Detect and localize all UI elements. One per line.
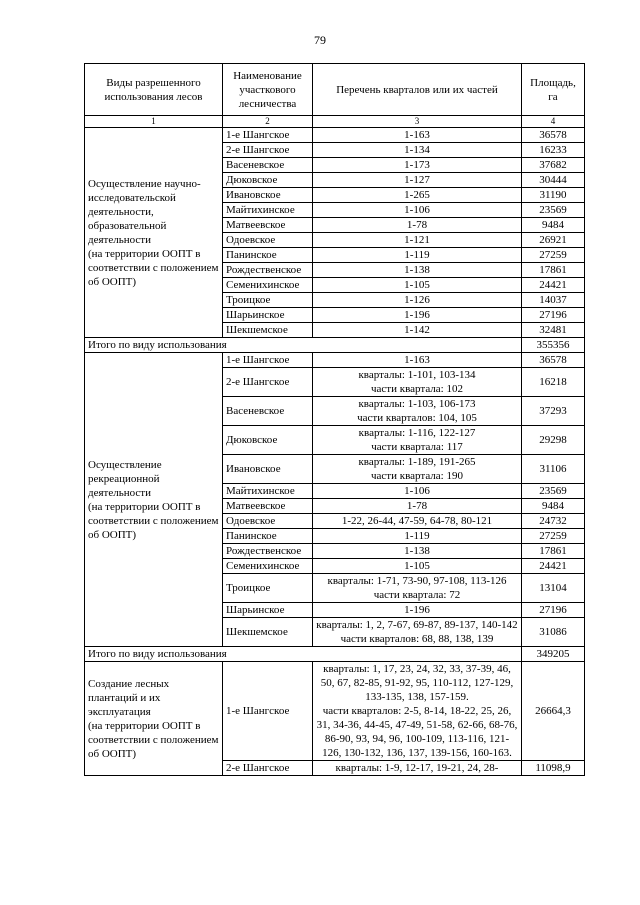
quarters-cell: 1-163 [313,353,522,368]
area-cell: 32481 [522,323,585,338]
forestry-cell: Одоевское [223,514,313,529]
forestry-cell: Семенихинское [223,559,313,574]
forestry-cell: Семенихинское [223,278,313,293]
area-cell: 23569 [522,484,585,499]
table-header-row [85,64,585,116]
area-cell: 24421 [522,559,585,574]
forestry-cell: Рождественское [223,263,313,278]
header-quarters: Перечень кварталов или их частей [313,64,522,116]
quarters-cell: 1-138 [313,544,522,559]
area-cell: 36578 [522,128,585,143]
forestry-cell: Майтихинское [223,203,313,218]
forestry-cell: Шекшемское [223,323,313,338]
quarters-cell: 1-127 [313,173,522,188]
forestry-cell: Майтихинское [223,484,313,499]
column-number: 4 [522,116,585,128]
total-row [85,338,585,353]
forestry-cell: Васеневское [223,158,313,173]
column-number-row [85,116,585,128]
use-type-cell: Осуществление научно-исследовательской деятельности, образовательной деятельности (на территории ООПТ в соответствии с положением об ООПТ) [85,128,223,338]
quarters-cell: 1-105 [313,559,522,574]
area-cell: 16233 [522,143,585,158]
quarters-cell: кварталы: 1, 2, 7-67, 69-87, 89-137, 140-142 части кварталов: 68, 88, 138, 139 [313,618,522,647]
quarters-cell: 1-196 [313,308,522,323]
forestry-cell: Троицкое [223,293,313,308]
header-use-type: Виды разрешенного использования лесов [85,64,223,116]
table-row [85,353,585,368]
quarters-cell: 1-142 [313,323,522,338]
quarters-cell: 1-78 [313,499,522,514]
forestry-cell: Дюковское [223,173,313,188]
forestry-cell: 2-е Шангское [223,143,313,158]
area-cell: 9484 [522,218,585,233]
quarters-cell: кварталы: 1-101, 103-134 части квартала: 102 [313,368,522,397]
quarters-cell: 1-265 [313,188,522,203]
column-number: 1 [85,116,223,128]
quarters-cell: кварталы: 1-116, 122-127 части квартала: 117 [313,426,522,455]
area-cell: 31190 [522,188,585,203]
area-cell: 29298 [522,426,585,455]
quarters-cell: кварталы: 1-189, 191-265 части квартала: 190 [313,455,522,484]
forestry-cell: Ивановское [223,188,313,203]
forestry-cell: 2-е Шангское [223,761,313,776]
area-cell: 31086 [522,618,585,647]
forestry-cell: Рождественское [223,544,313,559]
forestry-cell: Одоевское [223,233,313,248]
area-cell: 37293 [522,397,585,426]
quarters-cell: кварталы: 1-9, 12-17, 19-21, 24, 28- [313,761,522,776]
quarters-cell: 1-22, 26-44, 47-59, 64-78, 80-121 [313,514,522,529]
forestry-cell: Троицкое [223,574,313,603]
use-type-cell: Осуществление рекреационной деятельности (на территории ООПТ в соответствии с положением об ООПТ) [85,353,223,647]
area-cell: 27259 [522,529,585,544]
forestry-cell: Матвеевское [223,218,313,233]
forestry-cell: 2-е Шангское [223,368,313,397]
area-cell: 37682 [522,158,585,173]
forestry-cell: Панинское [223,248,313,263]
forestry-cell: Панинское [223,529,313,544]
area-cell: 14037 [522,293,585,308]
quarters-cell: 1-119 [313,529,522,544]
quarters-cell: кварталы: 1-71, 73-90, 97-108, 113-126 части квартала: 72 [313,574,522,603]
total-value: 349205 [522,647,585,662]
header-area: Площадь, га [522,64,585,116]
forestry-cell: 1-е Шангское [223,662,313,761]
area-cell: 17861 [522,263,585,278]
area-cell: 24421 [522,278,585,293]
total-row [85,647,585,662]
quarters-cell: 1-106 [313,203,522,218]
quarters-cell: 1-138 [313,263,522,278]
use-type-cell: Создание лесных плантаций и их эксплуатация (на территории ООПТ в соответствии с положением об ООПТ) [85,662,223,776]
quarters-cell: кварталы: 1-103, 106-173 части кварталов: 104, 105 [313,397,522,426]
area-cell: 26921 [522,233,585,248]
area-cell: 36578 [522,353,585,368]
page-number: 79 [314,33,326,47]
table-row [85,128,585,143]
quarters-cell: 1-78 [313,218,522,233]
area-cell: 24732 [522,514,585,529]
area-cell: 30444 [522,173,585,188]
header-forestry: Наименование участкового лесничества [223,64,313,116]
quarters-cell: 1-119 [313,248,522,263]
total-label: Итого по виду использования [85,338,522,353]
forestry-cell: Матвеевское [223,499,313,514]
forestry-cell: Дюковское [223,426,313,455]
forestry-cell: Ивановское [223,455,313,484]
quarters-cell: 1-163 [313,128,522,143]
area-cell: 16218 [522,368,585,397]
area-cell: 23569 [522,203,585,218]
total-value: 355356 [522,338,585,353]
quarters-cell: 1-126 [313,293,522,308]
area-cell: 27259 [522,248,585,263]
area-cell: 31106 [522,455,585,484]
table-row [85,662,585,761]
quarters-cell: 1-105 [313,278,522,293]
quarters-cell: 1-134 [313,143,522,158]
quarters-cell: 1-173 [313,158,522,173]
quarters-table [84,63,585,776]
area-cell: 26664,3 [522,662,585,761]
quarters-cell: 1-106 [313,484,522,499]
total-label: Итого по виду использования [85,647,522,662]
forestry-cell: Шарьинское [223,308,313,323]
quarters-cell: кварталы: 1, 17, 23, 24, 32, 33, 37-39, 46, 50, 67, 82-85, 91-92, 95, 110-112, 127-129, 133-135, 138, 157-159. части кварталов: 2-5, 8-14, 18-22, 25, 26, 31, 34-36, 44-45, 47-49, 51-58, 62-66, 68-76, 86-90, 93, 94, 96, 100-109, 113-116, 121-126, 130-132, 136, 137, 139-156, 160-163. [313,662,522,761]
forestry-cell: Шарьинское [223,603,313,618]
column-number: 2 [223,116,313,128]
area-cell: 27196 [522,308,585,323]
area-cell: 17861 [522,544,585,559]
area-cell: 11098,9 [522,761,585,776]
quarters-cell: 1-196 [313,603,522,618]
quarters-cell: 1-121 [313,233,522,248]
column-number: 3 [313,116,522,128]
forestry-cell: Шекшемское [223,618,313,647]
forestry-cell: 1-е Шангское [223,353,313,368]
area-cell: 27196 [522,603,585,618]
area-cell: 13104 [522,574,585,603]
forestry-cell: 1-е Шангское [223,128,313,143]
area-cell: 9484 [522,499,585,514]
forestry-cell: Васеневское [223,397,313,426]
